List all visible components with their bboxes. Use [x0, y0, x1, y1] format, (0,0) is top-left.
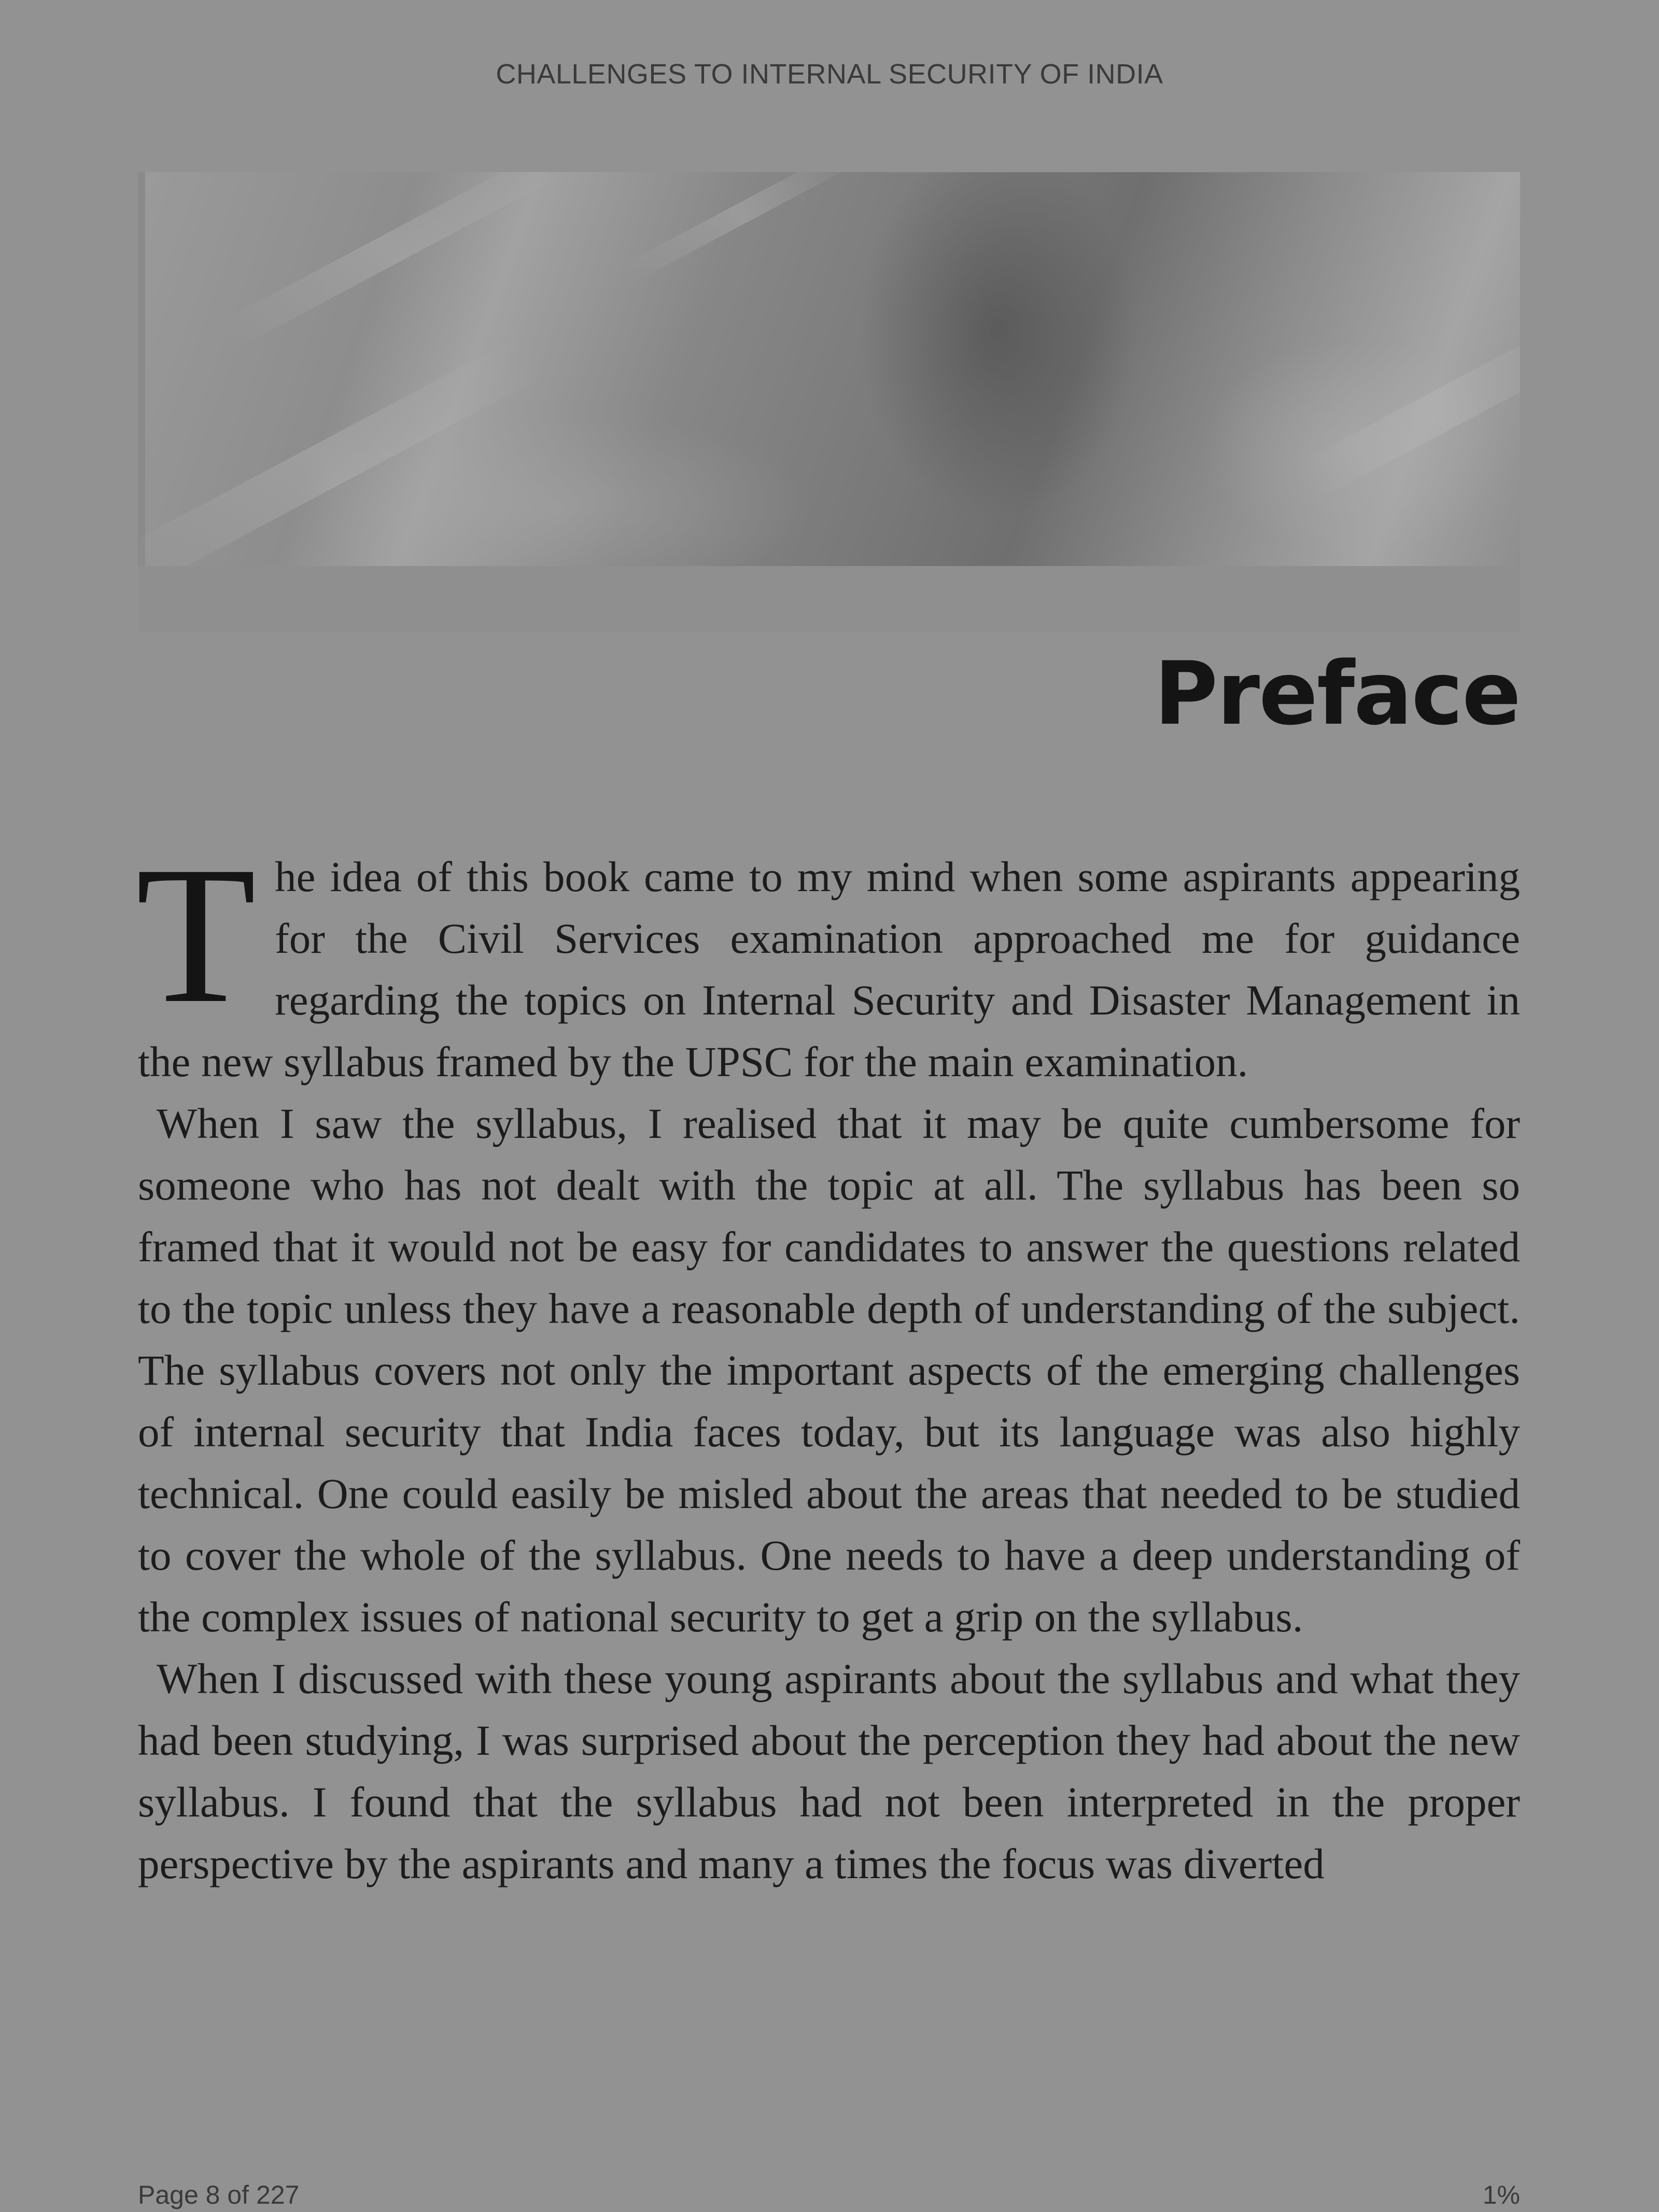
- chapter-title: Preface: [1154, 643, 1520, 744]
- banner-strip: [138, 566, 1520, 632]
- drop-cap: T: [136, 826, 257, 1044]
- banner-artwork: [145, 172, 1520, 566]
- chapter-banner-image: [138, 172, 1520, 632]
- paragraph-2: When I saw the syllabus, I realised that it may be quite cumbersome for someone who has not dealt with the topic at all. The syllabus has been so framed that it would not be easy for candidates to answer the questions related to the topic unless they have a reasonable depth of understanding of the subject. The syllabus covers not only the important aspects of the emerging challenges of internal security that India faces today, but its language was also highly technical. One could easily be misled about the areas that needed to be studied to cover the whole of the syllabus. One needs to have a deep understanding of the complex issues of national security to get a grip on the syllabus.: [138, 1100, 1520, 1641]
- paragraph-3: When I discussed with these young aspirants about the syllabus and what they had been studying, I was surprised about the perception they had about the new syllabus. I found that the syllabus had not been interpreted in the proper perspective by the aspirants and many a times the focus was diverted: [138, 1655, 1520, 1887]
- paragraph-1: [136, 826, 1520, 1093]
- paragraph-1-text: he idea of this book came to my mind when some aspirants appearing for the Civil Services examination approached me for guidance regarding the topics on Internal Security and Disaster Management in the new syllabus framed by the UPSC for the main examination.: [138, 853, 1520, 1086]
- page-indicator: Page 8 of 227: [138, 2180, 300, 2209]
- reading-progress: 1%: [1482, 2180, 1520, 2209]
- running-header: CHALLENGES TO INTERNAL SECURITY OF INDIA: [496, 59, 1163, 90]
- chapter-body: [136, 826, 1520, 1895]
